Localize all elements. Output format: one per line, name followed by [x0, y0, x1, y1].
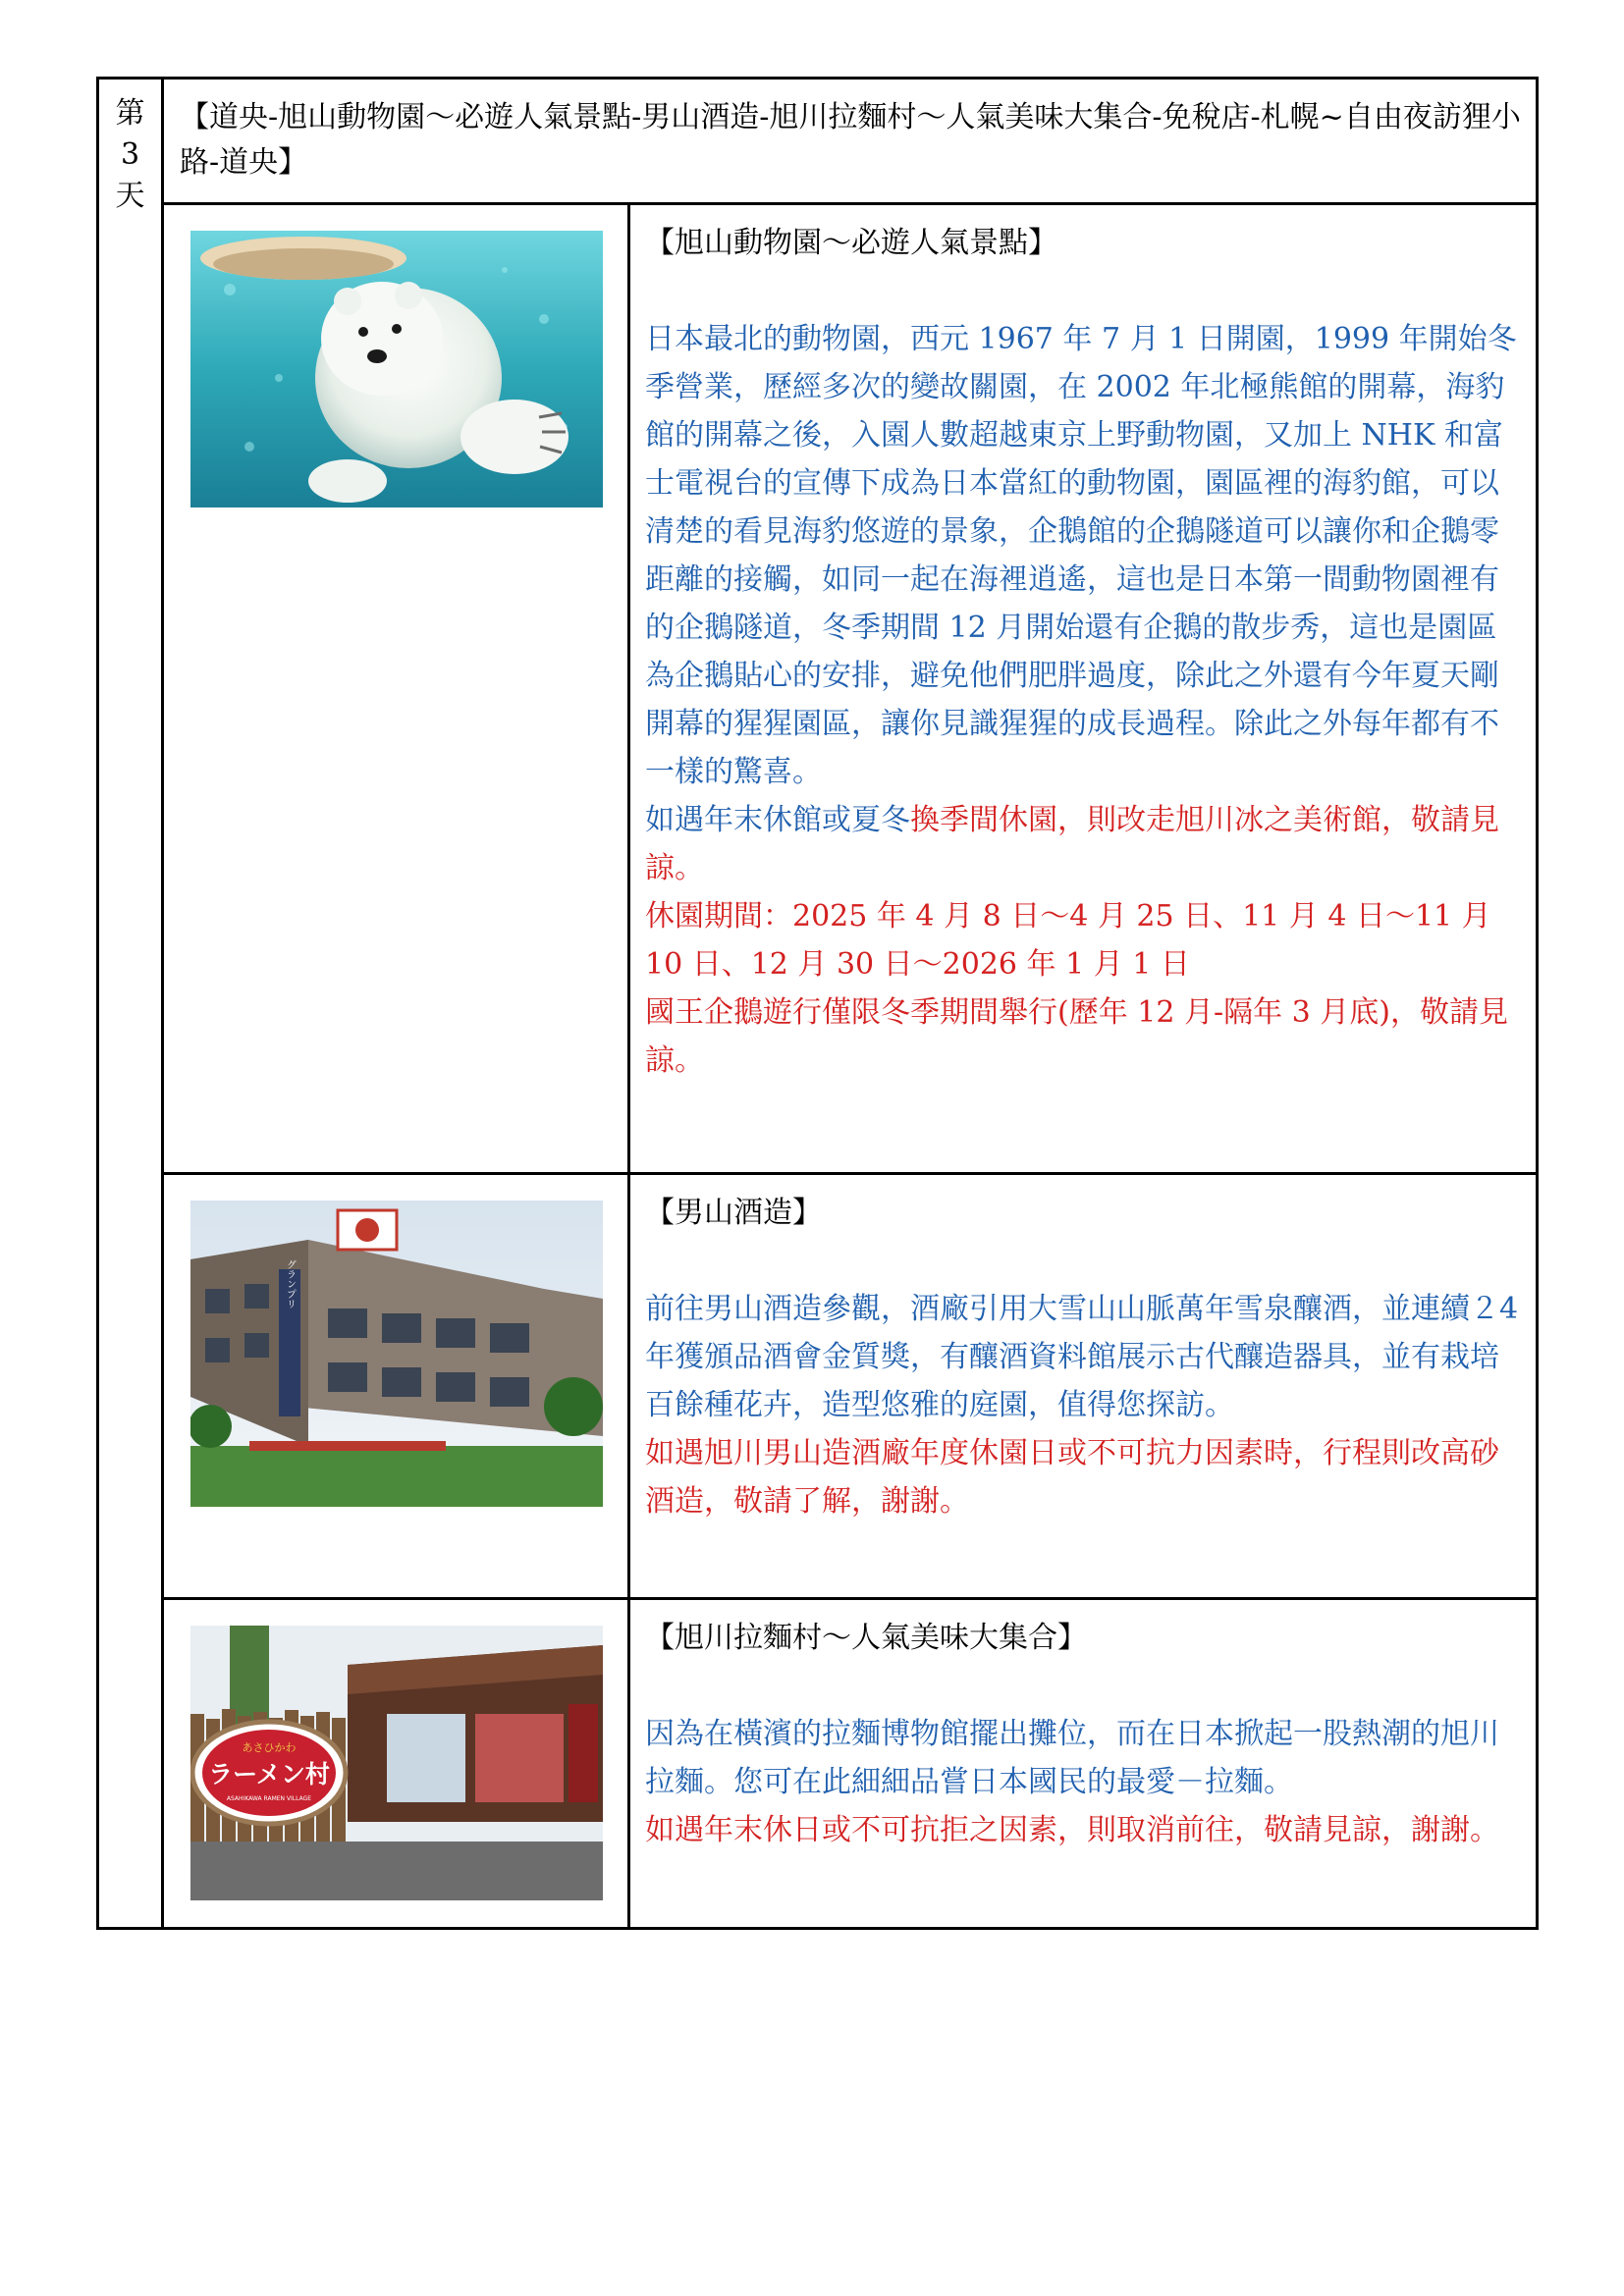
brewery-photo — [190, 1201, 603, 1507]
zoo-notice — [645, 796, 1520, 892]
day-header: 【道央-旭山動物園～必遊人氣景點-男山酒造-旭川拉麵村～人氣美味大集合-免稅店-札幌~自由夜訪狸小路-道央】 — [164, 80, 1536, 205]
section-title: 【旭川拉麵村～人氣美味大集合】 — [645, 1621, 1087, 1655]
zoo-description: 日本最北的動物園，西元 1967 年 7 月 1 日開園，1999 年開始冬季營業，歷經多次的變故關園，在 2002 年北極熊館的開幕，海豹館的開幕之後，入園人數超越東京上野動物園，又加上 NHK 和富士電視台的宣傳下成為日本當紅的動物園，園區裡的海豹館，可以清楚的看見海豹悠遊的景象，企鵝館的企鵝隧道可以讓你和企鵝零距離的接觸，如同一起在海裡逍遙，這也是日本第一間動物園裡有的企鵝隧道，冬季期間 12 月開始還有企鵝的散步秀，這也是園區為企鵝貼心的安排，避免他們肥胖過度，除此之外還有今年夏天剛開幕的猩猩園區，讓你見識猩猩的成長過程。除此之外每年都有不一樣的驚喜。 — [645, 322, 1517, 789]
brewery-description: 前往男山酒造參觀，酒廠引用大雪山山脈萬年雪泉釀酒，並連續２4 年獲頒品酒會金質獎，有釀酒資料館展示古代釀造器具，並有栽培百餘種花卉，造型悠雅的庭園，值得您探訪。 — [645, 1292, 1519, 1422]
section-asahiyama-zoo — [164, 205, 1536, 1175]
day-label — [99, 80, 164, 1927]
brewery-sign: グランプリ — [284, 1259, 296, 1308]
ramen-sign-main: ラーメン村 — [208, 1760, 330, 1789]
ramen-village-photo — [190, 1626, 603, 1900]
zoo-closure-dates: 休園期間：2025 年 4 月 8 日～4 月 25 日、11 月 4 日～11 月 10 日、12 月 30 日～2026 年 1 月 1 日 — [645, 899, 1491, 982]
polar-bear-photo — [190, 231, 603, 507]
brewery-notice: 如遇旭川男山造酒廠年度休園日或不可抗力因素時，行程則改高砂酒造，敬請了解，謝謝。 — [645, 1436, 1499, 1519]
day-number: 3 — [120, 137, 140, 172]
section-otokoyama-brewery — [164, 1175, 1536, 1600]
zoo-notice-blue: 如遇年末休館或夏冬 — [645, 803, 910, 837]
section-title: 【男山酒造】 — [645, 1196, 822, 1230]
zoo-notice-red: 換季間休園，則改走旭川冰之美術館，敬請見諒。 — [645, 803, 1499, 885]
ramen-sign-small: あさひかわ — [242, 1741, 297, 1754]
ramen-notice: 如遇年末休日或不可抗拒之因素，則取消前往，敬請見諒，謝謝。 — [645, 1813, 1499, 1847]
day-char-2: 天 — [115, 179, 145, 213]
itinerary-table — [96, 77, 1539, 1930]
section-ramen-village — [164, 1600, 1536, 1927]
ramen-sign-sub: ASAHIKAWA RAMEN VILLAGE — [226, 1795, 312, 1802]
penguin-parade-notice: 國王企鵝遊行僅限冬季期間舉行(歷年 12 月-隔年 3 月底)，敬請見諒。 — [645, 995, 1508, 1078]
section-title: 【旭山動物園～必遊人氣景點】 — [645, 226, 1057, 260]
day-char-1: 第 — [115, 96, 145, 131]
ramen-description: 因為在橫濱的拉麵博物館擺出攤位，而在日本掀起一股熱潮的旭川拉麵。您可在此細細品嘗日本國民的最愛－拉麵。 — [645, 1717, 1499, 1799]
